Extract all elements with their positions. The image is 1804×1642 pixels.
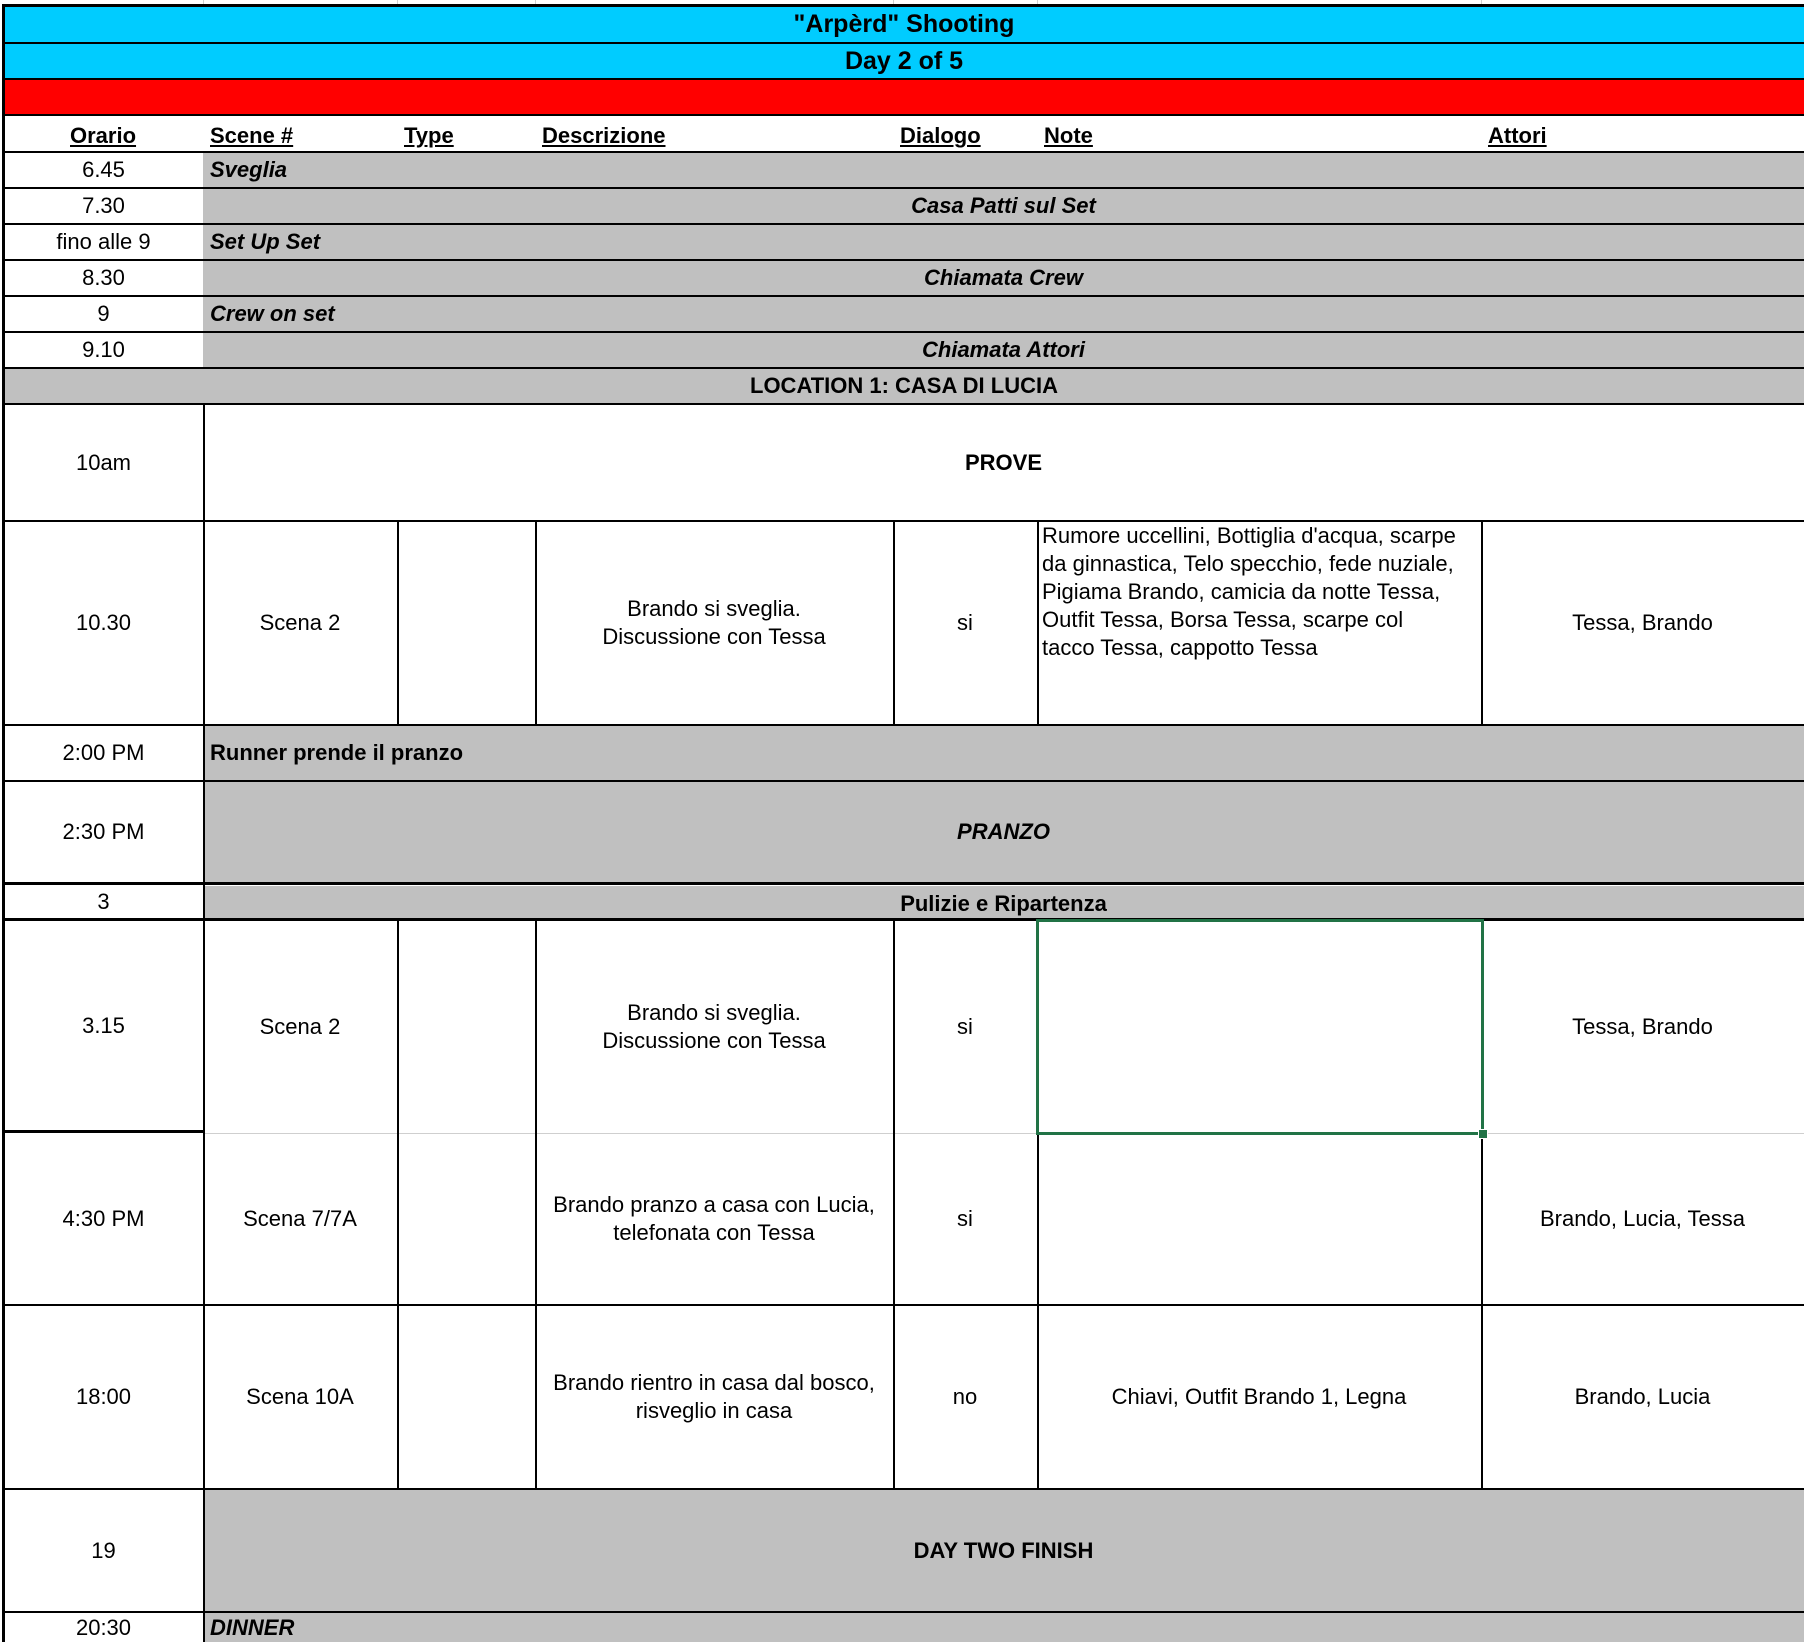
gridline <box>2 780 1804 782</box>
time-cell[interactable]: 10.30 <box>4 522 203 724</box>
time-cell[interactable]: 10am <box>4 405 203 520</box>
header-note[interactable]: Note <box>1037 116 1481 151</box>
gridline <box>2 1130 203 1133</box>
attori-cell[interactable]: Tessa, Brando <box>1481 921 1804 1133</box>
sheet-title[interactable]: "Arpèrd" Shooting <box>4 6 1804 42</box>
schedule-item-set-up[interactable]: Set Up Set <box>203 225 1804 259</box>
note-line: Rumore uccellini, Bottiglia d'acqua, scarpe <box>1042 523 1456 548</box>
type-cell[interactable] <box>397 921 535 1133</box>
gridline <box>2 187 1804 189</box>
note-cell[interactable] <box>1037 522 1481 724</box>
schedule-item-casa-patti[interactable]: Casa Patti sul Set <box>203 189 1804 223</box>
finish-cell[interactable]: DAY TWO FINISH <box>203 1490 1804 1611</box>
attori-cell[interactable]: Brando, Lucia <box>1481 1306 1804 1488</box>
gridline <box>2 331 1804 333</box>
time-cell[interactable]: 18:00 <box>4 1306 203 1488</box>
gridline <box>2 151 1804 153</box>
gridline <box>397 520 399 724</box>
gridline <box>535 520 537 724</box>
gridline <box>535 918 537 1488</box>
time-cell[interactable]: 20:30 <box>4 1613 203 1642</box>
gridline <box>2 1488 1804 1490</box>
note-line: Outfit Tessa, Borsa Tessa, scarpe col <box>1042 607 1404 632</box>
note-line: da ginnastica, Telo specchio, fede nuziale, <box>1042 551 1454 576</box>
prove-cell[interactable]: PROVE <box>203 405 1804 520</box>
description-line: Discussione con Tessa <box>602 1028 826 1053</box>
header-descrizione[interactable]: Descrizione <box>535 116 893 151</box>
runner-cell[interactable]: Runner prende il pranzo <box>203 726 1804 780</box>
gridline <box>2 918 1804 921</box>
gridline <box>2 367 1804 369</box>
cell-selection[interactable] <box>1036 919 1484 1135</box>
time-cell[interactable]: 3 <box>4 886 203 918</box>
description-cell[interactable] <box>535 1134 893 1304</box>
scene-cell[interactable]: Scena 10A <box>203 1306 397 1488</box>
gridline <box>1481 520 1483 724</box>
time-cell[interactable]: 9 <box>4 297 203 331</box>
note-line: Pigiama Brando, camicia da notte Tessa, <box>1042 579 1441 604</box>
description-line: risveglio in casa <box>635 1398 793 1423</box>
gridline <box>893 520 895 724</box>
time-cell[interactable]: 19 <box>4 1490 203 1611</box>
description-line: telefonata con Tessa <box>613 1220 815 1245</box>
description-cell[interactable] <box>535 921 893 1133</box>
gridline <box>893 918 895 1488</box>
type-cell[interactable] <box>397 1306 535 1488</box>
dialogo-cell[interactable]: si <box>893 921 1037 1133</box>
note-cell[interactable] <box>1037 1134 1481 1304</box>
time-cell[interactable]: 4:30 PM <box>4 1134 203 1304</box>
pulizie-cell[interactable]: Pulizie e Ripartenza <box>203 886 1804 918</box>
scene-cell[interactable]: Scena 2 <box>203 522 397 724</box>
time-cell[interactable]: 8.30 <box>4 261 203 295</box>
gridline <box>2 882 1804 885</box>
dinner-cell[interactable]: DINNER <box>203 1613 1804 1642</box>
gridline <box>2 724 1804 726</box>
gridline <box>2 1611 1804 1613</box>
header-type[interactable]: Type <box>397 116 535 151</box>
time-cell[interactable]: 6.45 <box>4 153 203 187</box>
description-line: Brando pranzo a casa con Lucia, <box>553 1192 875 1217</box>
border-top <box>2 4 1804 7</box>
gridline <box>2 223 1804 225</box>
gridline <box>2 42 1804 44</box>
description-line: Discussione con Tessa <box>602 624 826 649</box>
description-line: Brando si sveglia. <box>627 596 801 621</box>
time-cell[interactable]: fino alle 9 <box>4 225 203 259</box>
schedule-item-sveglia[interactable]: Sveglia <box>203 153 1804 187</box>
gridline <box>2 114 1804 116</box>
time-cell[interactable]: 3.15 <box>4 921 203 1130</box>
pranzo-cell[interactable]: PRANZO <box>203 782 1804 882</box>
note-line: tacco Tessa, cappotto Tessa <box>1042 635 1318 660</box>
gridline <box>2 295 1804 297</box>
red-band[interactable] <box>4 80 1804 116</box>
note-cell[interactable]: Chiavi, Outfit Brando 1, Legna <box>1037 1306 1481 1488</box>
border-left <box>2 4 5 1642</box>
gridline <box>1037 520 1039 724</box>
description-line: Brando si sveglia. <box>627 1000 801 1025</box>
header-orario[interactable]: Orario <box>63 116 203 151</box>
header-scene[interactable]: Scene # <box>203 116 397 151</box>
gridline <box>397 918 399 1488</box>
time-cell[interactable]: 7.30 <box>4 189 203 223</box>
location-banner[interactable]: LOCATION 1: CASA DI LUCIA <box>4 369 1804 403</box>
attori-cell[interactable]: Brando, Lucia, Tessa <box>1481 1134 1804 1304</box>
scene-cell[interactable]: Scena 2 <box>203 921 397 1133</box>
dialogo-cell[interactable]: si <box>893 1134 1037 1304</box>
attori-cell[interactable]: Tessa, Brando <box>1481 522 1804 724</box>
description-cell[interactable] <box>535 522 893 724</box>
schedule-item-chiamata-crew[interactable]: Chiamata Crew <box>203 261 1804 295</box>
fill-handle[interactable] <box>1478 1129 1488 1139</box>
description-cell[interactable] <box>535 1306 893 1488</box>
gridline <box>2 259 1804 261</box>
schedule-item-crew-on-set[interactable]: Crew on set <box>203 297 1804 331</box>
header-attori[interactable]: Attori <box>1481 116 1804 151</box>
gridline <box>203 1133 1804 1134</box>
schedule-item-chiamata-attori[interactable]: Chiamata Attori <box>203 333 1804 367</box>
gridline <box>203 403 205 1642</box>
sheet-subtitle[interactable]: Day 2 of 5 <box>4 44 1804 78</box>
scene-cell[interactable]: Scena 7/7A <box>203 1134 397 1304</box>
type-cell[interactable] <box>397 522 535 724</box>
type-cell[interactable] <box>397 1134 535 1304</box>
dialogo-cell[interactable]: no <box>893 1306 1037 1488</box>
time-cell[interactable]: 2:30 PM <box>4 782 203 882</box>
gridline <box>2 403 1804 405</box>
time-cell[interactable]: 9.10 <box>4 333 203 367</box>
gridline <box>2 78 1804 80</box>
gridline <box>2 520 1804 522</box>
header-dialogo[interactable]: Dialogo <box>893 116 1037 151</box>
description-line: Brando rientro in casa dal bosco, <box>553 1370 875 1395</box>
gridline <box>2 1304 1804 1306</box>
time-cell[interactable]: 2:00 PM <box>4 726 203 780</box>
dialogo-cell[interactable]: si <box>893 522 1037 724</box>
